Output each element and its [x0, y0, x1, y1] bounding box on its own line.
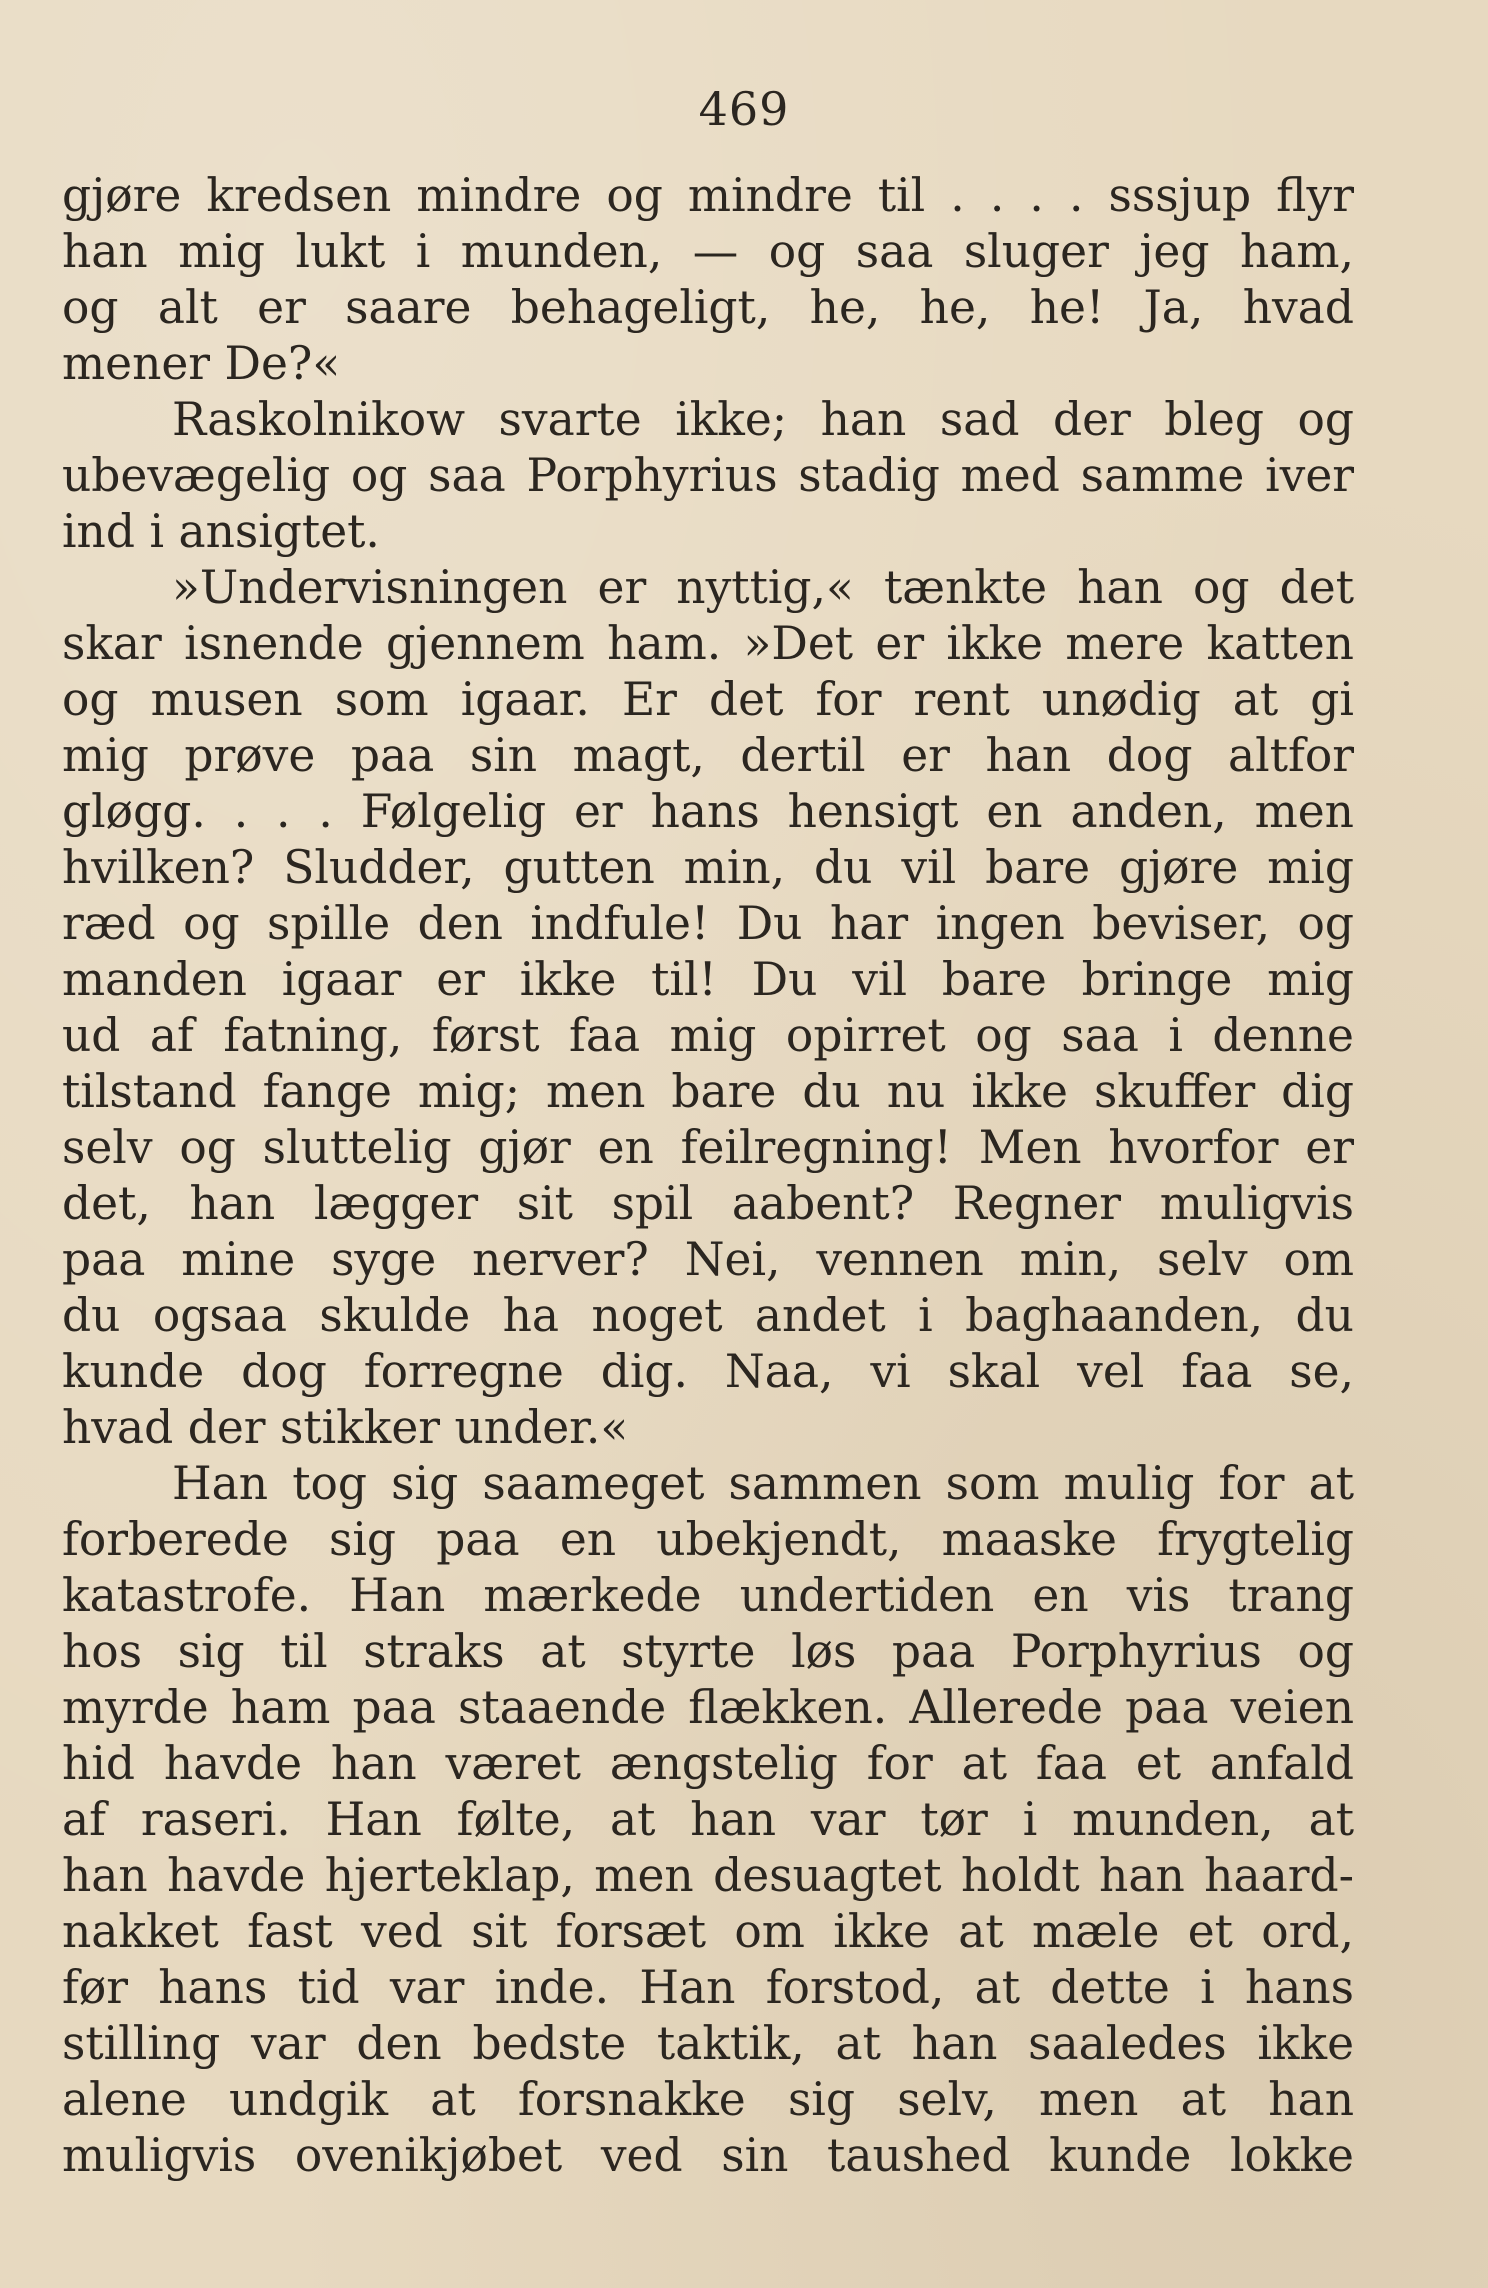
text-line: muligvis ovenikjøbet ved sin taushed kunde lokke [62, 2129, 1354, 2182]
text-line: du ogsaa skulde ha noget andet i baghaanden, du [62, 1289, 1354, 1342]
text-line: hvilken? Sludder, gutten min, du vil bare gjøre mig [62, 841, 1354, 894]
text-line: Han tog sig saameget sammen som mulig for at [172, 1457, 1354, 1510]
body-text [62, 168, 1354, 2184]
text-line: ud af fatning, først faa mig opirret og saa i denne [62, 1009, 1354, 1062]
text-line: Raskolnikow svarte ikke; han sad der bleg og [172, 393, 1354, 446]
text-line: hvad der stikker under.« [62, 1401, 629, 1454]
text-line: tilstand fange mig; men bare du nu ikke skuffer dig [62, 1065, 1354, 1118]
text-line: før hans tid var inde. Han forstod, at dette i hans [62, 1961, 1354, 2014]
text-line: skar isnende gjennem ham. »Det er ikke mere katten [62, 617, 1354, 670]
text-line: hos sig til straks at styrte løs paa Porphyrius og [62, 1625, 1354, 1678]
text-line: det, han lægger sit spil aabent? Regner muligvis [62, 1177, 1354, 1230]
text-line: stilling var den bedste taktik, at han saaledes ikke [62, 2017, 1354, 2070]
text-line: ubevægelig og saa Porphyrius stadig med samme iver [62, 449, 1354, 502]
text-line: kunde dog forregne dig. Naa, vi skal vel faa se, [62, 1345, 1354, 1398]
text-line: gjøre kredsen mindre og mindre til . . . . sssjup flyr [62, 169, 1354, 222]
text-line: mener De?« [62, 337, 341, 390]
text-line: katastrofe. Han mærkede undertiden en vis trang [62, 1569, 1354, 1622]
text-line: og alt er saare behageligt, he, he, he! Ja, hvad [62, 281, 1354, 334]
text-line: nakket fast ved sit forsæt om ikke at mæle et ord, [62, 1905, 1354, 1958]
text-line: mig prøve paa sin magt, dertil er han dog altfor [62, 729, 1354, 782]
text-line: forberede sig paa en ubekjendt, maaske frygtelig [62, 1513, 1354, 1566]
text-line: han havde hjerteklap, men desuagtet holdt han haard- [62, 1849, 1354, 1902]
text-line: selv og sluttelig gjør en feilregning! Men hvorfor er [62, 1121, 1354, 1174]
text-line: og musen som igaar. Er det for rent unødig at gi [62, 673, 1354, 726]
text-line: gløgg. . . . Følgelig er hans hensigt en anden, men [62, 785, 1354, 838]
page-number: 469 [698, 82, 790, 136]
text-line: ind i ansigtet. [62, 505, 380, 558]
text-line: ræd og spille den indfule! Du har ingen beviser, og [62, 897, 1354, 950]
text-line: »Undervisningen er nyttig,« tænkte han og det [172, 561, 1354, 614]
text-line: hid havde han været ængstelig for at faa et anfald [62, 1737, 1354, 1790]
text-line: paa mine syge nerver? Nei, vennen min, selv om [62, 1233, 1354, 1286]
text-line: han mig lukt i munden, — og saa sluger jeg ham, [62, 225, 1354, 278]
text-line: manden igaar er ikke til! Du vil bare bringe mig [62, 953, 1354, 1006]
text-line: myrde ham paa staaende flækken. Allerede paa veien [62, 1681, 1354, 1734]
text-line: af raseri. Han følte, at han var tør i munden, at [62, 1793, 1354, 1846]
text-line: alene undgik at forsnakke sig selv, men at han [62, 2073, 1354, 2126]
